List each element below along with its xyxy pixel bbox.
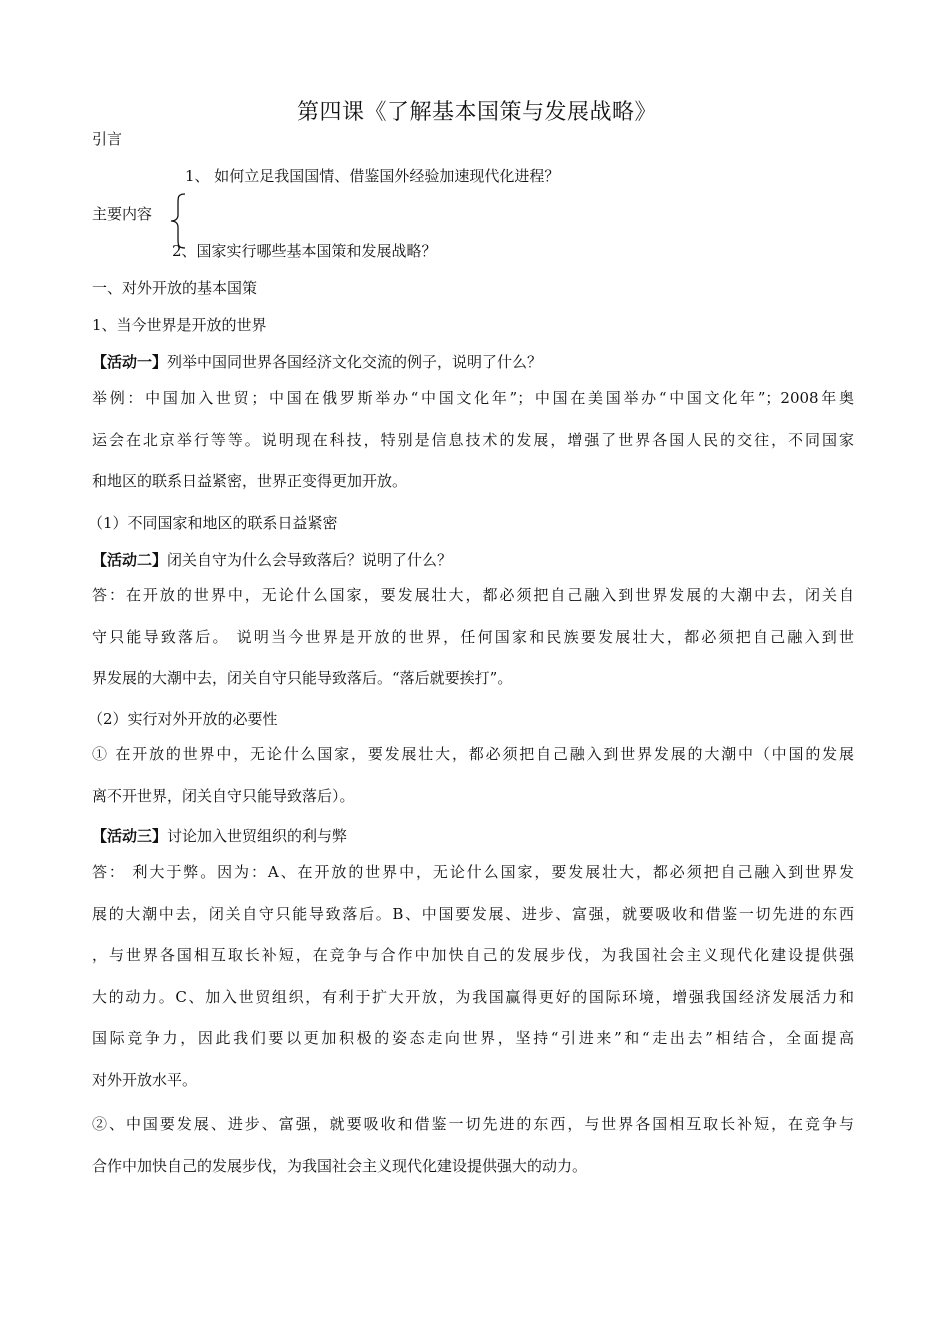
paragraph-4-line: 答： 利大于弊。因为：A、在开放的世界中，无论什么国家，要发展壮大，都必须把自己融入到世界发 [92,863,854,881]
paragraph-4-line: 展的大潮中去，闭关自守只能导致落后。B、中国要发展、进步、富强，就要吸收和借鉴一切先进的东西 [92,904,854,923]
paragraph-2 [92,575,854,700]
main-item-1: 1、 如何立足我国国情、借鉴国外经验加速现代化进程？ [185,167,560,185]
paragraph-4-line: 大的动力。C、加入世贸组织，有利于扩大开放，为我国赢得更好的国际环境，增强我国经济发展活力和 [92,987,854,1006]
paragraph-5 [92,1104,854,1187]
main-item-2: 2、国家实行哪些基本国策和发展战略？ [172,242,437,260]
paragraph-2-line: 界发展的大潮中去，闭关自守只能导致落后。“落后就要挨打”。 [92,669,513,687]
paragraph-1-line: 运会在北京举行等等。说明现在科技，特别是信息技术的发展，增强了世界各国人民的交往，不同国家 [92,430,854,449]
paragraph-4-line: 对外开放水平。 [92,1070,198,1089]
sub-heading: 1、当今世界是开放的世界 [92,316,267,334]
page-title: 第四课《了解基本国策与发展战略》 [296,100,657,125]
activity-3 [92,826,862,846]
paragraph-4-line: 国际竞争力，因此我们要以更加积极的姿态走向世界，坚持“引进来”和“走出去”相结合，全面提高 [92,1029,854,1047]
paragraph-3-line: ① 在开放的世界中，无论什么国家，要发展壮大，都必须把自己融入到世界发展的大潮中（中国的发展 [92,745,854,763]
activity-2-label: 【活动二】 [92,551,168,569]
activity-1 [92,352,862,372]
activity-3-text: 讨论加入世贸组织的利与弊 [167,827,348,845]
paragraph-5-line: 合作中加快自己的发展步伐，为我国社会主义现代化建设提供强大的动力。 [92,1156,588,1175]
intro-label: 引言 [92,130,123,148]
activity-1-label: 【活动一】 [92,353,168,371]
activity-2-text: 闭关自守为什么会导致落后？说明了什么？ [167,551,453,569]
paragraph-1-line: 和地区的联系日益紧密，世界正变得更加开放。 [92,472,408,490]
paragraph-4 [92,852,854,1101]
paragraph-1 [92,378,854,503]
activity-2 [92,550,862,570]
section-heading: 一、对外开放的基本国策 [92,279,258,297]
paragraph-4-line: ，与世界各国相互取长补短，在竞争与合作中加快自己的发展步伐，为我国社会主义现代化建设提供强 [92,946,854,964]
paragraph-2-line: 守只能导致落后。 说明当今世界是开放的世界，任何国家和民族要发展壮大，都必须把自己融入到世 [92,627,854,646]
activity-1-text: 列举中国同世界各国经济文化交流的例子，说明了什么？ [167,353,543,371]
main-content-label: 主要内容 [92,205,153,223]
paragraph-3 [92,734,854,817]
paragraph-1-line: 举例：中国加入世贸；中国在俄罗斯举办“中国文化年”；中国在美国举办“中国文化年”；2008年奥 [92,389,854,407]
point-1: （1）不同国家和地区的联系日益紧密 [88,514,338,532]
activity-3-label: 【活动三】 [92,827,168,845]
point-2: （2）实行对外开放的必要性 [88,710,278,728]
paragraph-5-line: ②、中国要发展、进步、富强，就要吸收和借鉴一切先进的东西，与世界各国相互取长补短，在竞争与 [92,1115,854,1133]
paragraph-2-line: 答：在开放的世界中，无论什么国家，要发展壮大，都必须把自己融入到世界发展的大潮中去，闭关自 [92,586,854,604]
paragraph-3-line: 离不开世界，闭关自守只能导致落后）。 [92,786,355,805]
